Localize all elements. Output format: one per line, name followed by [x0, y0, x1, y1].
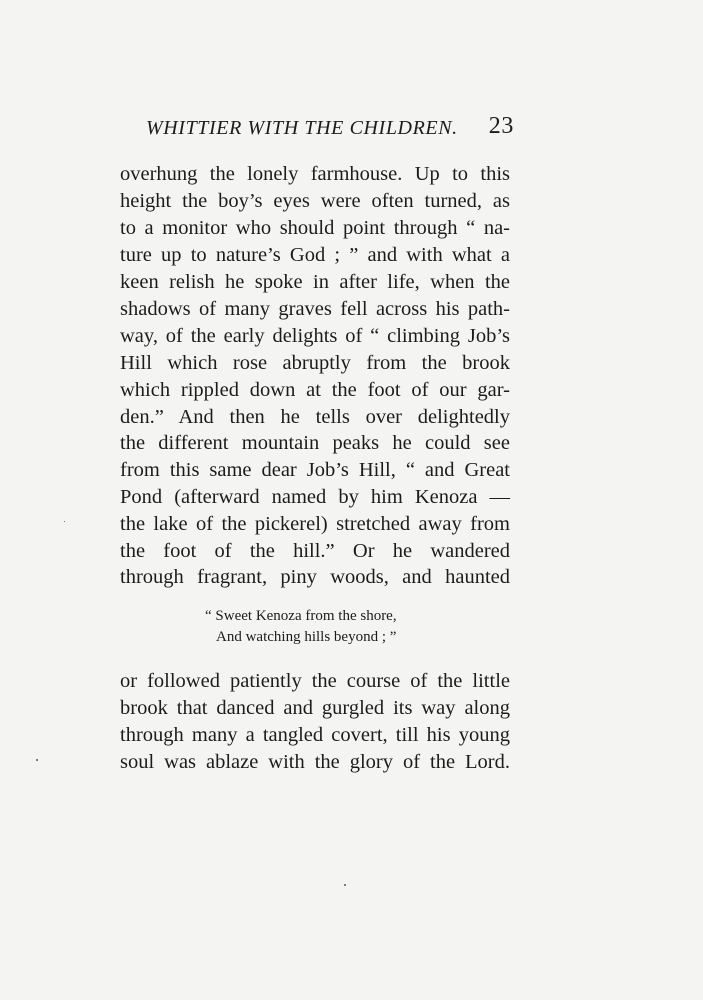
text-line: from this same dear Job’s Hill, “ and Great: [120, 459, 510, 481]
text-line: through many a tangled covert, till his young: [120, 724, 510, 746]
text-line: overhung the lonely farmhouse. Up to this: [120, 163, 510, 185]
page-number: 23: [488, 113, 514, 139]
text-line: keen relish he spoke in after life, when the: [120, 271, 510, 293]
text-line: Pond (afterward named by him Kenoza —: [120, 486, 510, 508]
text-line: soul was ablaze with the glory of the Lord.: [120, 751, 510, 773]
running-title: WHITTIER WITH THE CHILDREN.: [146, 117, 458, 139]
text-line: way, of the early delights of “ climbing Job’s: [120, 325, 510, 347]
text-line: which rippled down at the foot of our gar-: [120, 379, 510, 401]
text-line: Hill which rose abruptly from the brook: [120, 352, 510, 374]
text-line: the different mountain peaks he could see: [120, 432, 510, 454]
text-line: brook that danced and gurgled its way along: [120, 697, 510, 719]
text-line: height the boy’s eyes were often turned, as: [120, 190, 510, 212]
text-line: or followed patiently the course of the little: [120, 670, 510, 692]
paper-speck: [344, 884, 346, 886]
running-head: [146, 113, 514, 147]
paper-speck: [36, 759, 38, 761]
text-line: shadows of many graves fell across his path-: [120, 298, 510, 320]
paper-speck: [64, 521, 65, 522]
text-line: the lake of the pickerel) stretched away from: [120, 513, 510, 535]
text-line: the foot of the hill.” Or he wandered: [120, 540, 510, 562]
text-line: den.” And then he tells over delightedly: [120, 406, 510, 428]
text-line: ture up to nature’s God ; ” and with what a: [120, 244, 510, 266]
text-line: through fragrant, piny woods, and haunted: [120, 566, 510, 588]
text-line: to a monitor who should point through “ na-: [120, 217, 510, 239]
quote-line: “ Sweet Kenoza from the shore,: [205, 608, 397, 624]
quote-line: And watching hills beyond ; ”: [216, 629, 397, 645]
